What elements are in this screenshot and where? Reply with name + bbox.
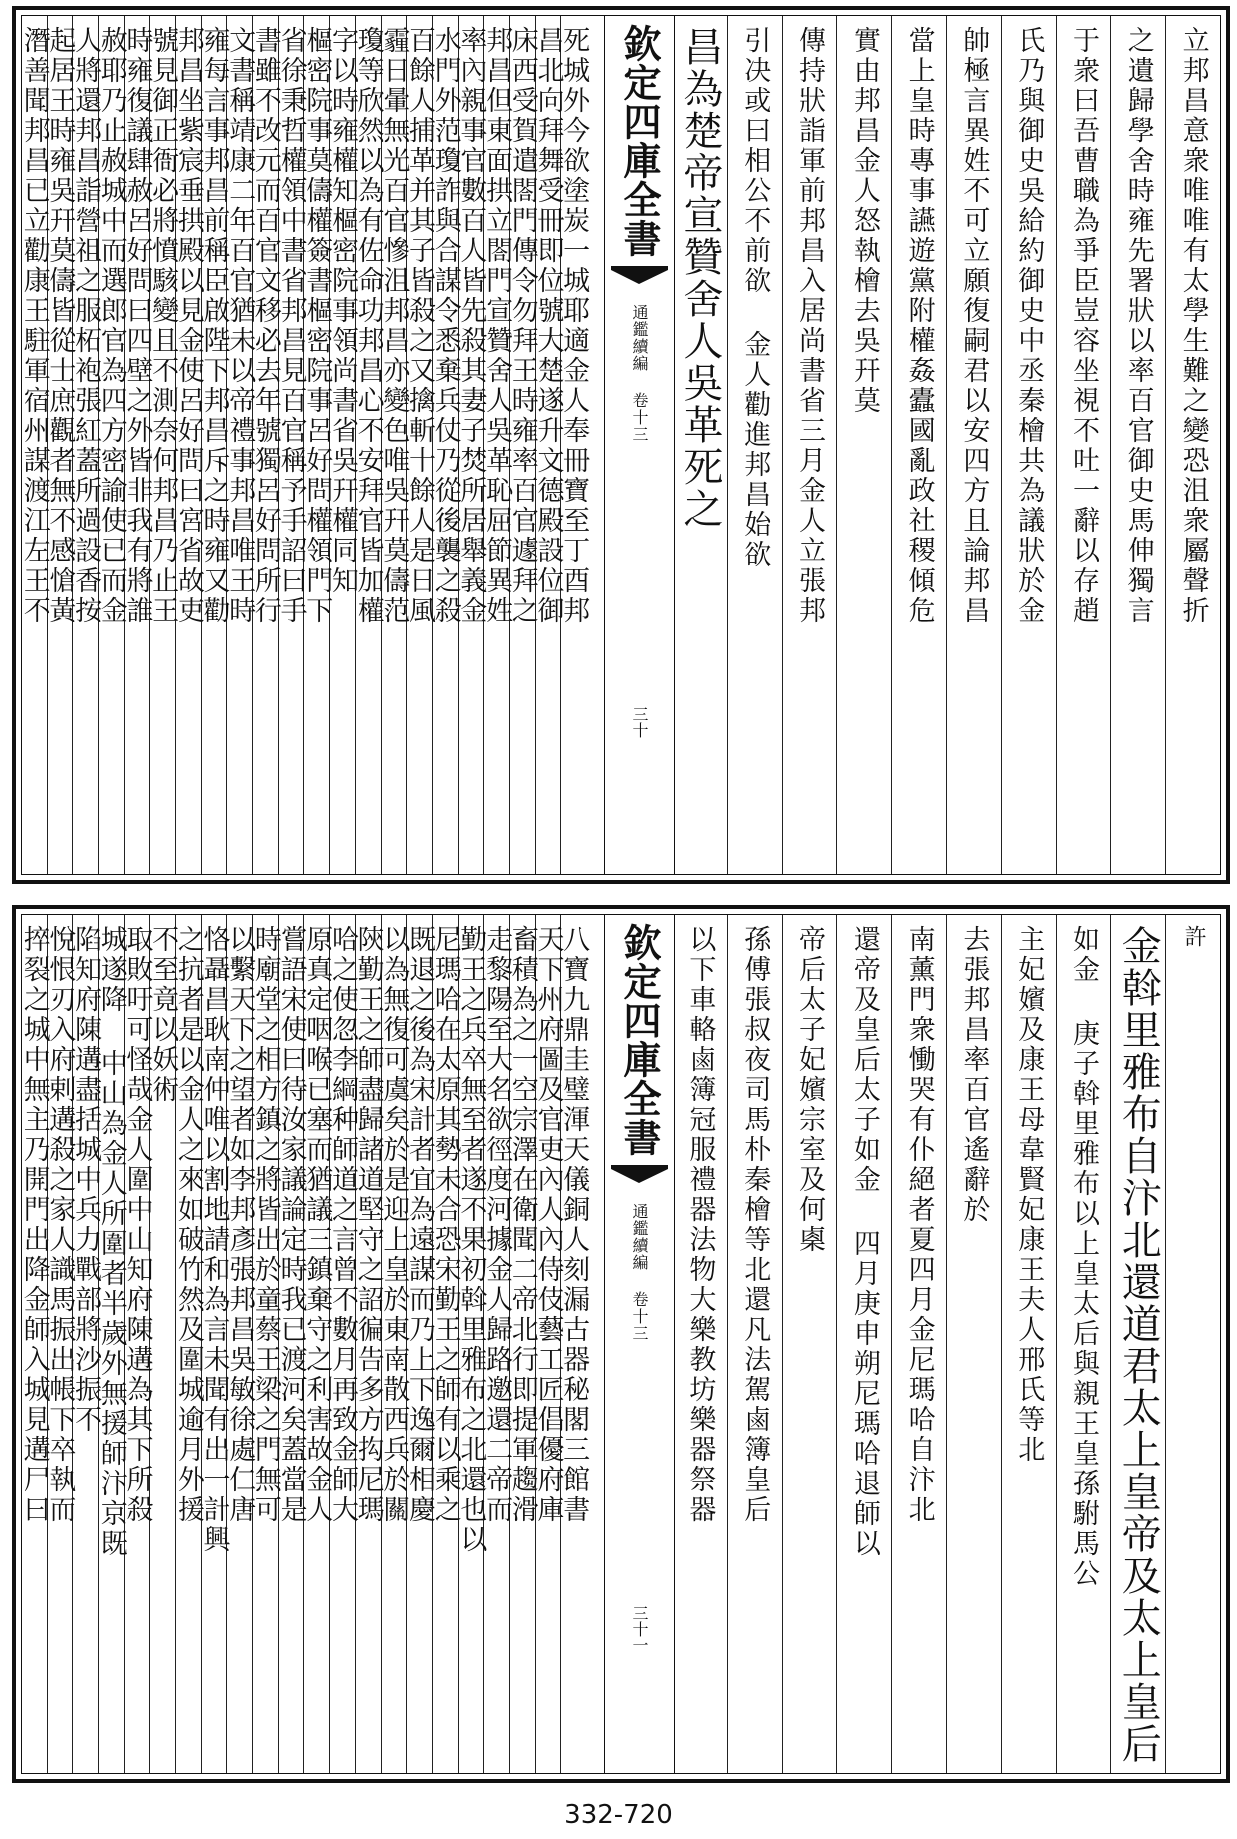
- text-column: [455, 915, 487, 1773]
- column-text: 帝后太子妃嬪宗室及何㮚: [794, 925, 826, 1255]
- text-column: [558, 915, 590, 1773]
- fish-tail-mark: [611, 1165, 668, 1183]
- text-column: [1056, 915, 1111, 1773]
- text-column: [673, 16, 727, 874]
- column-text: 立邦昌意衆唯唯有太學生難之變恐沮衆屬聲折: [1177, 26, 1209, 626]
- text-column: [301, 16, 333, 874]
- text-column: [121, 16, 153, 874]
- text-column: [429, 16, 461, 874]
- bottom-page-frame: [18, 914, 1221, 1774]
- top-center-strip: [604, 16, 675, 874]
- column-text: 昌北向拜舞受冊即位號大楚遂升文德殿設位御: [532, 26, 564, 626]
- text-column: [532, 16, 564, 874]
- text-column: [1110, 16, 1165, 874]
- column-text: 原真定咽喉已塞而猶議三鎮棄守之利害故金人: [301, 925, 333, 1525]
- text-column: [727, 915, 782, 1773]
- bottom-right-half: [673, 915, 1220, 1773]
- column-text: 悅恨刃入府剌遘殺之家人識馬振出帳下卒執而: [44, 925, 76, 1525]
- text-column: [18, 16, 50, 874]
- text-column: [946, 915, 1001, 1773]
- text-column: [404, 16, 436, 874]
- column-text: 雍每言事邦昌前稱臣啟陛下邦昌斥之時雍又勸: [198, 26, 230, 626]
- column-text: 邦昌但東面拱立閤門宣贊舍人吳革恥屈節異姓: [481, 26, 513, 626]
- column-text: 孫傅張叔夜司馬朴秦檜等北還凡法駕鹵簿皇后: [739, 925, 771, 1525]
- column-text: 以下車輅鹵簿冠服禮器法物大樂教坊樂器祭器: [684, 925, 716, 1525]
- text-column: [481, 16, 513, 874]
- column-text: 書雖不改元而百官文移必去年號獨呂好問所行: [249, 26, 281, 626]
- column-text: 南薰門衆慟哭有仆絕者夏四月金尼瑪哈自汴北: [903, 925, 935, 1525]
- column-text: 傳持狀詣軍前邦昌入居尚書省三月金人立張邦: [794, 26, 826, 626]
- column-text: 率內親事官數百人皆先殺其妻子焚所居舉義金: [455, 26, 487, 626]
- text-column: [1001, 915, 1056, 1773]
- column-text: 引决或曰相公不前欲 金人勸進邦昌始欲: [739, 26, 771, 570]
- column-text: 勤王之兵卒無至者遂不果初斡里雅布之北還也以: [455, 925, 487, 1555]
- column-text: 捽裂之城中無主乃開門出降金師入城見遘尸曰: [18, 925, 50, 1525]
- column-text: 去張邦昌率百官遙辭於: [958, 925, 990, 1225]
- text-column: [506, 915, 538, 1773]
- text-column: [782, 915, 837, 1773]
- column-text: 赦耶乃止赦城中而選郎官為四方密諭使已而金: [95, 26, 127, 626]
- bottom-page: [12, 905, 1230, 1783]
- column-text: 于衆曰吾曹職為爭臣豈容坐視不吐一辭以存趙: [1068, 26, 1099, 626]
- text-column: [172, 915, 204, 1773]
- top-page: [12, 6, 1230, 884]
- text-column: [378, 16, 410, 874]
- text-column: [275, 915, 307, 1773]
- text-column: [275, 16, 307, 874]
- text-column: [1001, 16, 1056, 874]
- column-text: 不至竟以妖術: [147, 925, 179, 1105]
- text-column: [198, 915, 230, 1773]
- text-column: [249, 16, 281, 874]
- text-column: [782, 16, 837, 874]
- text-column: [946, 16, 1001, 874]
- column-text: 哈之使忽李綱种師道之言曾不數月再致金師大: [326, 925, 358, 1525]
- column-text: 瓊等欣然以為有佐命功邦昌心不安拜官皆加權: [352, 26, 384, 626]
- column-text: 陝勤王之師盡歸諸道堅守之詔徧告多方抅尼瑪: [352, 925, 384, 1525]
- text-column: [1165, 915, 1220, 1773]
- column-text: 畜積為之一空宗澤在衛聞二帝北行即提軍趨滑: [506, 925, 538, 1525]
- text-column: [224, 16, 256, 874]
- text-column: [1110, 915, 1165, 1773]
- footer-page-label: 332-720: [564, 1800, 673, 1830]
- text-column: [891, 16, 946, 874]
- column-text: 死城外今欲塗炭一城耶適金人奉冊寶至丁酉邦: [558, 26, 590, 626]
- column-text: 如金 庚子斡里雅布以上皇太后與親王皇孫駙馬公: [1068, 925, 1099, 1589]
- text-column: [95, 16, 127, 874]
- text-column: [352, 915, 384, 1773]
- text-column: [18, 915, 50, 1773]
- top-right-half: [673, 16, 1220, 874]
- text-column: [404, 915, 436, 1773]
- column-text: 天下州府圖及官吏內人內侍伎藝工匠倡優府庫: [532, 925, 564, 1525]
- column-text: 主妃嬪及康王母韋賢妃康王夫人邢氏等北: [1013, 925, 1045, 1465]
- text-column: [506, 16, 538, 874]
- column-text: 氏乃與御史吳給約御史中丞秦檜共為議狀於金: [1013, 26, 1045, 626]
- top-page-frame: [18, 15, 1221, 875]
- column-text: 時廟堂之相方鎮之將皆出於童蔡王梁之門無可: [249, 925, 281, 1525]
- column-text: 之抗者是以金人之來如破竹然及圍城逾月外援: [172, 925, 204, 1525]
- column-text: 人將還邦昌詣營祖之服柘袍張紅蓋所過設香按: [70, 26, 102, 626]
- column-text: 以為無復可虞矣於是迎上皇於東南散西兵於關: [378, 925, 410, 1525]
- column-text: 當上皇時專事讌遊黨附權姦蠹國亂政社稷傾危: [903, 26, 935, 626]
- column-text: 水門外范瓊詐與合謀令悉棄兵仗乃從後襲之殺: [429, 26, 461, 626]
- bottom-center-strip: [604, 915, 675, 1773]
- top-center-subtitle: 通鑑續編 卷十三: [630, 304, 649, 443]
- text-column: [378, 915, 410, 1773]
- text-column: [44, 16, 76, 874]
- text-column: [429, 915, 461, 1773]
- bottom-left-half: [18, 915, 590, 1773]
- column-text: 取敗吁可怪哉金人圍中山知府陳遘為其下所殺: [121, 925, 153, 1525]
- column-text: 起居王時雍吳幵莫儔皆從士庶觀者無不感愴黃: [44, 26, 76, 626]
- column-text: 還帝及皇后太子如金 四月庚申朔尼瑪哈退師以: [848, 925, 880, 1559]
- text-column: [836, 16, 891, 874]
- column-text: 金斡里雅布自汴北還道君太上皇帝及太上皇后: [1115, 925, 1162, 1765]
- column-text: 八寶九鼎圭璧渾天儀銅人刻漏古器秘閣三館書: [558, 925, 590, 1525]
- column-text: 字以時雍權知樞密院事領尚書省吳幵權同知: [326, 26, 358, 596]
- text-column: [147, 16, 179, 874]
- text-column: [147, 915, 179, 1773]
- top-center-title: 欽定四庫全書: [617, 24, 662, 258]
- column-text: 省徐秉哲權領中書省邦昌見百官稱予手詔曰手: [275, 26, 307, 626]
- text-column: [673, 915, 727, 1773]
- column-text: 陷知府陳遘盡括城中兵力戰部將沙振不: [70, 925, 102, 1435]
- fish-tail-mark: [611, 266, 668, 284]
- column-text: 號見御正衙必將憤駭變且不測奈何邦昌乃止王: [147, 26, 179, 626]
- column-text: 嘗語宋使曰待汝家議論定時我已渡河矣蓋當是: [275, 925, 307, 1525]
- text-column: [532, 915, 564, 1773]
- column-text: 文書稱靖康二年百官猶未以帝禮事邦昌唯王時: [224, 26, 256, 626]
- bottom-center-title: 欽定四庫全書: [617, 923, 662, 1157]
- column-text: 尼瑪哈在太原其勢未合恐宋勤王之師有以乘之: [429, 925, 461, 1525]
- text-column: [172, 16, 204, 874]
- text-column: [1165, 16, 1220, 874]
- column-text: 既退之後為宋計者宜為遠謀而乃上下逸爾相慶: [404, 925, 436, 1525]
- column-text: 邦昌坐紫宸垂拱殿以見金使呂好問曰宮省故吏: [172, 26, 204, 626]
- text-column: [481, 915, 513, 1773]
- column-text: 昌為楚帝宣贊舍人吳革死之: [676, 26, 723, 530]
- text-column: [326, 16, 358, 874]
- column-text: 帥極言異姓不可立願復嗣君以安四方且論邦昌: [958, 26, 990, 626]
- column-text: 潛善聞邦昌已立勸康王駐軍宿州謀渡江左王不: [18, 26, 50, 626]
- column-text: 走黎陽至大名欲徑度河據金人歸路邀還二帝而: [481, 925, 513, 1525]
- text-column: [891, 915, 946, 1773]
- column-text: 以繫天下之望者如李邦彥張邦昌吳敏徐處仁唐: [224, 925, 256, 1525]
- text-column: [727, 16, 782, 874]
- column-text: 百餘人捕革并其子皆殺之又擒斬十餘人是日風: [404, 26, 436, 626]
- column-text: 城遂降 中山為金人所圍者半歲外無援師汴京既: [95, 925, 127, 1559]
- text-column: [70, 16, 102, 874]
- text-column: [1056, 16, 1111, 874]
- column-text: 霾日暈無光百官慘沮邦昌亦變色唯吳幵莫儔范: [378, 26, 410, 626]
- text-column: [836, 915, 891, 1773]
- text-column: [121, 915, 153, 1773]
- text-column: [249, 915, 281, 1773]
- column-text: 恪聶昌耿南仲唯以割地請和為言未聞有出一計興: [198, 925, 230, 1555]
- text-column: [44, 915, 76, 1773]
- text-column: [352, 16, 384, 874]
- text-column: [301, 915, 333, 1773]
- column-text: 床西受賀遣閤門傳令勿拜王時雍率百官遽拜之: [506, 26, 538, 626]
- bottom-center-page-number: 三十一: [630, 1605, 649, 1653]
- text-column: [558, 16, 590, 874]
- bottom-center-subtitle: 通鑑續編 卷十三: [630, 1203, 649, 1342]
- column-text: 許: [1181, 925, 1207, 949]
- column-text: 時雍復議肆赦呂好問曰四壁之外皆非我有將誰: [121, 26, 153, 626]
- top-left-half: [18, 16, 590, 874]
- text-column: [95, 915, 127, 1773]
- column-text: 實由邦昌金人怒執檜去吳幵莫: [848, 26, 880, 416]
- text-column: [198, 16, 230, 874]
- text-column: [70, 915, 102, 1773]
- text-column: [326, 915, 358, 1773]
- column-text: 樞密院事莫儔權簽書樞密院事呂好問權領門下: [301, 26, 333, 626]
- top-center-page-number: 三十: [630, 706, 649, 738]
- column-text: 之遺歸學舍時雍先署狀以率百官御史馬伸獨言: [1122, 26, 1154, 626]
- text-column: [224, 915, 256, 1773]
- text-column: [455, 16, 487, 874]
